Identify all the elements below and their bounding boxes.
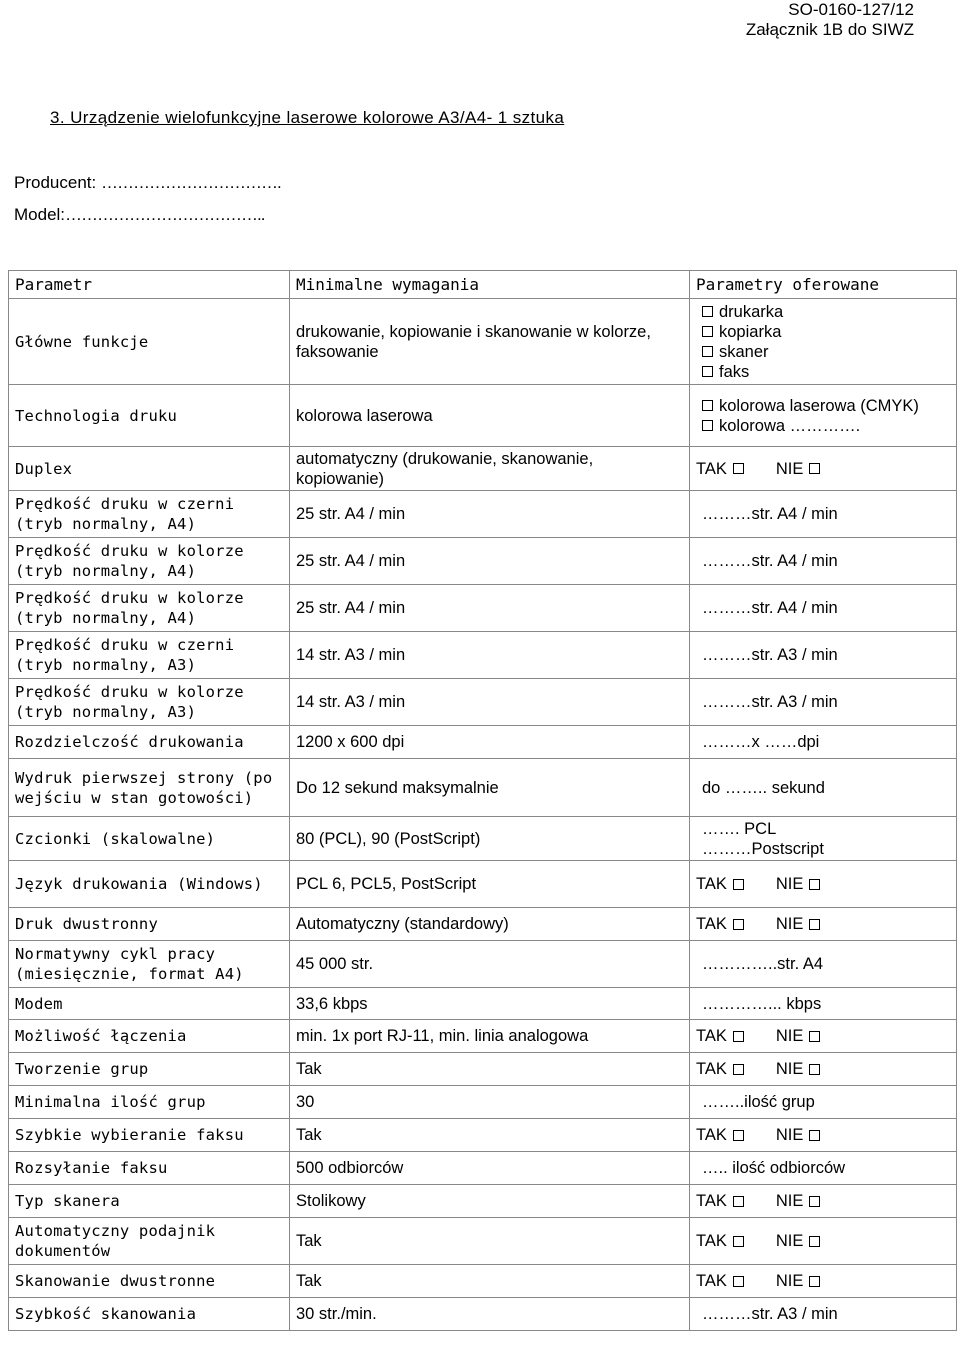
model-line [14,205,264,225]
producer-blank: ……………………………. [100,173,281,192]
requirement-cell: 500 odbiorców [290,1152,690,1185]
offered-cell [690,1086,957,1119]
offered-cell [690,1119,957,1152]
producer-line [14,173,281,193]
offer-value: do …….. sekund [702,778,825,797]
requirement-cell: 14 str. A3 / min [290,679,690,726]
parameter-cell: Rozdzielczość drukowania [9,726,290,759]
offer-value: ………str. A3 / min [702,693,838,711]
parameter-cell: Technologia druku [9,385,290,447]
checkbox[interactable] [702,346,713,357]
table-row [9,585,957,632]
checkbox[interactable] [702,420,713,431]
offered-cell [690,759,957,817]
requirement-cell: 33,6 kbps [290,988,690,1020]
no-checkbox[interactable] [809,1236,820,1247]
yes-no-choice [696,1192,826,1210]
offered-cell [690,1185,957,1218]
no-label: NIE [775,1192,804,1210]
requirement-cell: min. 1x port RJ-11, min. linia analogowa [290,1020,690,1053]
yes-checkbox[interactable] [733,1130,744,1141]
offer-value: ………str. A3 / min [702,646,838,664]
requirement-cell: Tak [290,1053,690,1086]
parameter-cell: Prędkość druku w czerni (tryb normalny, A4) [9,491,290,538]
no-checkbox[interactable] [809,1031,820,1042]
requirement-cell: Do 12 sekund maksymalnie [290,759,690,817]
no-label: NIE [775,915,804,933]
offered-cell [690,941,957,988]
parameter-cell: Minimalna ilość grup [9,1086,290,1119]
option-label: faks [719,362,750,381]
option-label: kolorowa laserowa (CMYK) [719,396,919,415]
parameter-cell: Prędkość druku w kolorze (tryb normalny, A4) [9,585,290,632]
parameter-cell: Druk dwustronny [9,908,290,941]
yes-checkbox[interactable] [733,1031,744,1042]
offered-cell [690,988,957,1020]
offer-value: ………str. A3 / min [702,1305,838,1323]
no-checkbox[interactable] [809,919,820,930]
offered-cell [690,726,957,759]
model-label: Model: [14,205,66,224]
table-header-row [9,271,957,299]
yes-no-choice [696,875,826,893]
requirement-cell: 25 str. A4 / min [290,491,690,538]
parameter-cell: Główne funkcje [9,299,290,385]
parameter-cell: Automatyczny podajnik dokumentów [9,1218,290,1265]
table-row [9,1020,957,1053]
offered-cell [690,585,957,632]
parameter-cell: Prędkość druku w czerni (tryb normalny, A3) [9,632,290,679]
requirement-cell: Automatyczny (standardowy) [290,908,690,941]
table-row [9,1152,957,1185]
table-row [9,861,957,908]
requirement-cell: 25 str. A4 / min [290,538,690,585]
yes-no-choice [696,1232,826,1250]
no-checkbox[interactable] [809,1196,820,1207]
yes-checkbox[interactable] [733,919,744,930]
no-checkbox[interactable] [809,1276,820,1287]
parameter-cell: Szybkie wybieranie faksu [9,1119,290,1152]
table-row [9,908,957,941]
offer-value: ………str. A4 / min [702,552,838,570]
requirement-cell: Tak [290,1265,690,1298]
table-row [9,988,957,1020]
offered-cell [690,1020,957,1053]
table-row [9,1218,957,1265]
header-parameter: Parametr [9,271,290,299]
offer-line: ………Postscript [702,839,824,858]
offered-cell [690,299,957,385]
offer-value: …………... kbps [702,994,822,1013]
offered-cell [690,632,957,679]
table-row [9,1265,957,1298]
yes-checkbox[interactable] [733,1276,744,1287]
table-row [9,726,957,759]
offer-value: ………str. A4 / min [702,599,838,617]
yes-checkbox[interactable] [733,463,744,474]
no-label: NIE [775,1027,804,1045]
table-row [9,447,957,491]
parameter-cell: Wydruk pierwszej strony (po wejściu w stan gotowości) [9,759,290,817]
offer-value: ……..ilość grup [702,1093,815,1111]
yes-label: TAK [696,1060,727,1078]
table-row [9,941,957,988]
yes-checkbox[interactable] [733,879,744,890]
parameter-cell: Duplex [9,447,290,491]
offered-cell [690,538,957,585]
table-row [9,385,957,447]
requirement-cell: drukowanie, kopiowanie i skanowanie w kolorze, faksowanie [290,299,690,385]
requirement-cell: Tak [290,1119,690,1152]
option-label: skaner [719,342,769,361]
parameter-cell: Skanowanie dwustronne [9,1265,290,1298]
specification-table [8,270,957,1331]
document-header [746,0,914,40]
yes-label: TAK [696,459,727,478]
requirement-cell: PCL 6, PCL5, PostScript [290,861,690,908]
option-label: kolorowa …………. [719,416,861,435]
table-row [9,632,957,679]
requirement-cell: 1200 x 600 dpi [290,726,690,759]
parameter-cell: Prędkość druku w kolorze (tryb normalny, A4) [9,538,290,585]
no-label: NIE [775,1126,804,1144]
requirement-cell: 45 000 str. [290,941,690,988]
no-label: NIE [775,1060,804,1078]
model-blank: ……………………………….. [65,205,265,224]
table-row [9,1185,957,1218]
no-label: NIE [775,1232,804,1250]
table-row [9,1298,957,1331]
no-label: NIE [775,1272,804,1290]
yes-no-choice [696,1272,826,1290]
offered-cell [690,679,957,726]
no-checkbox[interactable] [809,1064,820,1075]
yes-label: TAK [696,1192,727,1210]
offered-cell [690,491,957,538]
requirement-cell: 30 str./min. [290,1298,690,1331]
document-reference: SO-0160-127/12 [788,0,914,19]
table-row [9,491,957,538]
yes-checkbox[interactable] [733,1064,744,1075]
checkbox[interactable] [702,306,713,317]
offered-cell [690,817,957,861]
yes-label: TAK [696,1126,727,1144]
yes-label: TAK [696,915,727,933]
parameter-cell: Rozsyłanie faksu [9,1152,290,1185]
checkbox[interactable] [702,400,713,411]
option-item [696,342,950,362]
offered-cell [690,861,957,908]
offered-cell [690,447,957,491]
offered-cell [690,908,957,941]
table-row [9,538,957,585]
table-row [9,679,957,726]
header-offered: Parametry oferowane [690,271,957,299]
table-row [9,1086,957,1119]
no-checkbox[interactable] [809,879,820,890]
section-title: 3. Urządzenie wielofunkcyjne laserowe kolorowe A3/A4- 1 sztuka [50,108,565,127]
annex-label: Załącznik 1B do SIWZ [745,20,914,39]
parameter-cell: Szybkość skanowania [9,1298,290,1331]
producer-label: Producent: [14,173,101,192]
checkbox[interactable] [702,326,713,337]
parameter-cell: Modem [9,988,290,1020]
parameter-cell: Język drukowania (Windows) [9,861,290,908]
yes-checkbox[interactable] [733,1196,744,1207]
offer-value: ….. ilość odbiorców [702,1159,846,1177]
requirement-cell: Stolikowy [290,1185,690,1218]
requirement-cell: 80 (PCL), 90 (PostScript) [290,817,690,861]
offer-value: ………str. A4 / min [702,505,838,523]
table-row [9,817,957,861]
table-row [9,1119,957,1152]
yes-label: TAK [696,1272,727,1290]
yes-label: TAK [696,875,727,893]
offer-line: ……. PCL [702,819,777,838]
checkbox[interactable] [702,366,713,377]
parameter-cell: Czcionki (skalowalne) [9,817,290,861]
requirement-cell: Tak [290,1218,690,1265]
yes-no-choice [696,915,826,933]
offered-cell [690,1218,957,1265]
table-row [9,759,957,817]
no-label: NIE [775,459,804,478]
offer-value: …………..str. A4 [702,955,824,973]
requirement-cell: 30 [290,1086,690,1119]
requirement-cell: 25 str. A4 / min [290,585,690,632]
offered-cell [690,1298,957,1331]
header-requirements: Minimalne wymagania [290,271,690,299]
yes-no-choice [696,1126,826,1144]
yes-checkbox[interactable] [733,1236,744,1247]
option-item [696,396,950,416]
yes-label: TAK [696,1027,727,1045]
offered-cell [690,385,957,447]
table-row [9,1053,957,1086]
offered-cell [690,1152,957,1185]
option-item [696,362,950,382]
parameter-cell: Normatywny cykl pracy (miesięcznie, format A4) [9,941,290,988]
offer-value: ………x ……dpi [702,733,820,751]
parameter-cell: Typ skanera [9,1185,290,1218]
requirement-cell: automatyczny (drukowanie, skanowanie, kopiowanie) [290,447,690,491]
requirement-cell: 14 str. A3 / min [290,632,690,679]
yes-label: TAK [696,1232,727,1250]
option-label: kopiarka [719,322,782,341]
option-item [696,302,950,322]
requirement-cell: kolorowa laserowa [290,385,690,447]
no-checkbox[interactable] [809,1130,820,1141]
no-label: NIE [775,875,804,893]
no-checkbox[interactable] [809,463,820,474]
parameter-cell: Prędkość druku w kolorze (tryb normalny, A3) [9,679,290,726]
option-item [696,416,950,436]
yes-no-choice [696,460,826,478]
table-row [9,299,957,385]
offered-cell [690,1053,957,1086]
yes-no-choice [696,1060,826,1078]
option-label: drukarka [719,302,784,321]
parameter-cell: Tworzenie grup [9,1053,290,1086]
offered-cell [690,1265,957,1298]
option-item [696,322,950,342]
yes-no-choice [696,1027,826,1045]
parameter-cell: Możliwość łączenia [9,1020,290,1053]
